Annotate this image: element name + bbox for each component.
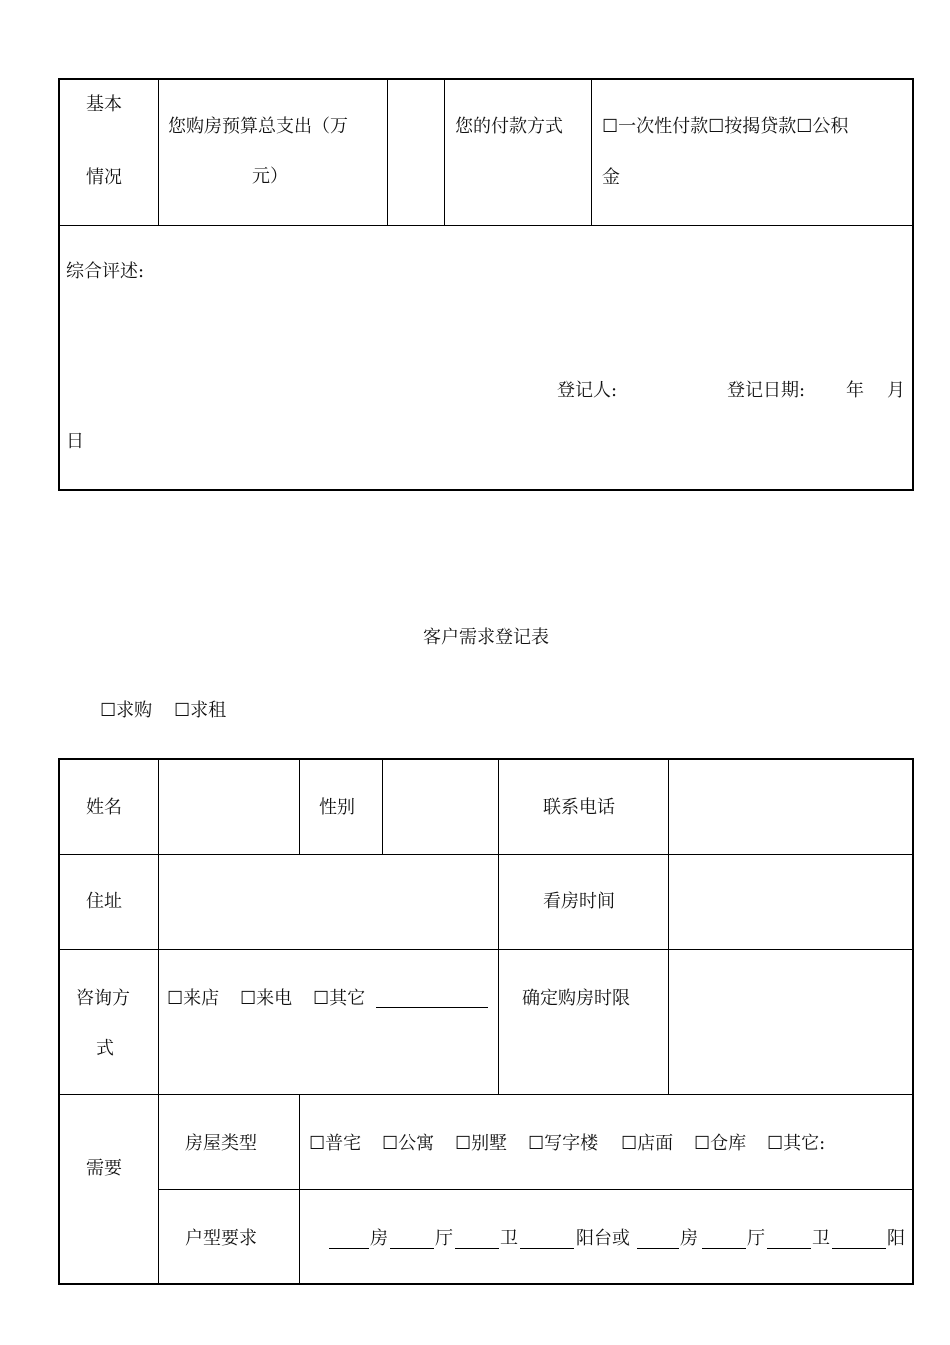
phone-field[interactable] [671, 762, 911, 852]
year-label: 年 [846, 380, 864, 401]
top-table-divider [59, 225, 913, 226]
row-line [59, 854, 913, 855]
house-type-label: 房屋类型 [185, 1133, 257, 1154]
top-table-col-line [387, 79, 388, 225]
layout-blank[interactable] [767, 1248, 811, 1249]
needs-label: 需要 [86, 1158, 122, 1179]
name-field[interactable] [161, 762, 297, 852]
col-line [299, 759, 300, 854]
house-type-option[interactable]: ☐店面 [621, 1133, 674, 1154]
payment-label: 您的付款方式 [455, 116, 563, 137]
basic-label: 基本 [86, 94, 122, 115]
basic-label: 情况 [86, 167, 122, 188]
layout-unit: 厅 [747, 1228, 765, 1249]
gender-field[interactable] [385, 762, 496, 852]
layout-unit: 卫 [812, 1228, 830, 1249]
col-line [668, 759, 669, 1094]
house-type-option[interactable]: ☐公寓 [382, 1133, 435, 1154]
col-line [299, 1094, 300, 1284]
payment-options: 金 [602, 167, 620, 188]
budget-label: 您购房预算总支出（万 [168, 116, 348, 137]
house-type-option[interactable]: ☐其它: [767, 1133, 826, 1154]
registrar-label: 登记人: [557, 380, 618, 401]
layout-unit: 阳 [887, 1228, 905, 1249]
layout-blank[interactable] [329, 1248, 369, 1249]
layout-unit: 厅 [435, 1228, 453, 1249]
layout-blank[interactable] [520, 1248, 574, 1249]
col-line [498, 759, 499, 1094]
house-type-option[interactable]: ☐普宅 [309, 1133, 362, 1154]
top-table-col-line [591, 79, 592, 225]
inquiry-phone-option[interactable]: ☐来电 [240, 988, 293, 1009]
layout-unit: 房 [680, 1228, 698, 1249]
inquiry-other-option[interactable]: ☐其它 [313, 988, 366, 1009]
budget-label: 元） [252, 166, 288, 187]
deadline-label: 确定购房时限 [522, 988, 630, 1009]
top-table-col-line [158, 79, 159, 225]
address-label: 住址 [86, 891, 122, 912]
house-type-option[interactable]: ☐仓库 [694, 1133, 747, 1154]
layout-blank[interactable] [455, 1248, 499, 1249]
inquiry-other-blank[interactable] [376, 1007, 488, 1008]
layout-blank[interactable] [702, 1248, 746, 1249]
row-line [59, 949, 913, 950]
layout-blank[interactable] [637, 1248, 679, 1249]
inquiry-store-option[interactable]: ☐来店 [167, 988, 220, 1009]
month-label: 月 [887, 380, 905, 401]
house-type-option[interactable]: ☐写字楼 [528, 1133, 599, 1154]
payment-options[interactable]: ☐一次性付款☐按揭贷款☐公积 [602, 116, 849, 137]
inquiry-label: 式 [96, 1038, 114, 1059]
layout-blank[interactable] [832, 1248, 886, 1249]
buy-option[interactable]: ☐求购 [100, 700, 153, 721]
phone-label: 联系电话 [543, 797, 615, 818]
gender-label: 性别 [319, 797, 355, 818]
viewing-time-field[interactable] [671, 857, 911, 947]
col-line [158, 759, 159, 1284]
name-label: 姓名 [86, 797, 122, 818]
deadline-field[interactable] [671, 952, 911, 1092]
layout-blank[interactable] [390, 1248, 434, 1249]
col-line [382, 759, 383, 854]
top-table-col-line [444, 79, 445, 225]
top-table [58, 78, 914, 491]
form-title: 客户需求登记表 [423, 627, 549, 648]
rent-option[interactable]: ☐求租 [174, 700, 227, 721]
layout-unit: 卫 [500, 1228, 518, 1249]
date-label: 登记日期: [727, 380, 806, 401]
row-line [59, 1094, 913, 1095]
layout-label: 户型要求 [185, 1228, 257, 1249]
inquiry-label: 咨询方 [76, 988, 130, 1009]
review-label: 综合评述: [66, 261, 145, 282]
row-line [158, 1189, 913, 1190]
viewing-time-label: 看房时间 [543, 891, 615, 912]
day-label: 日 [66, 431, 84, 452]
address-field[interactable] [161, 857, 496, 947]
layout-unit: 房 [370, 1228, 388, 1249]
layout-unit: 阳台或 [576, 1228, 630, 1249]
house-type-option[interactable]: ☐别墅 [455, 1133, 508, 1154]
budget-value-cell[interactable] [390, 82, 442, 222]
